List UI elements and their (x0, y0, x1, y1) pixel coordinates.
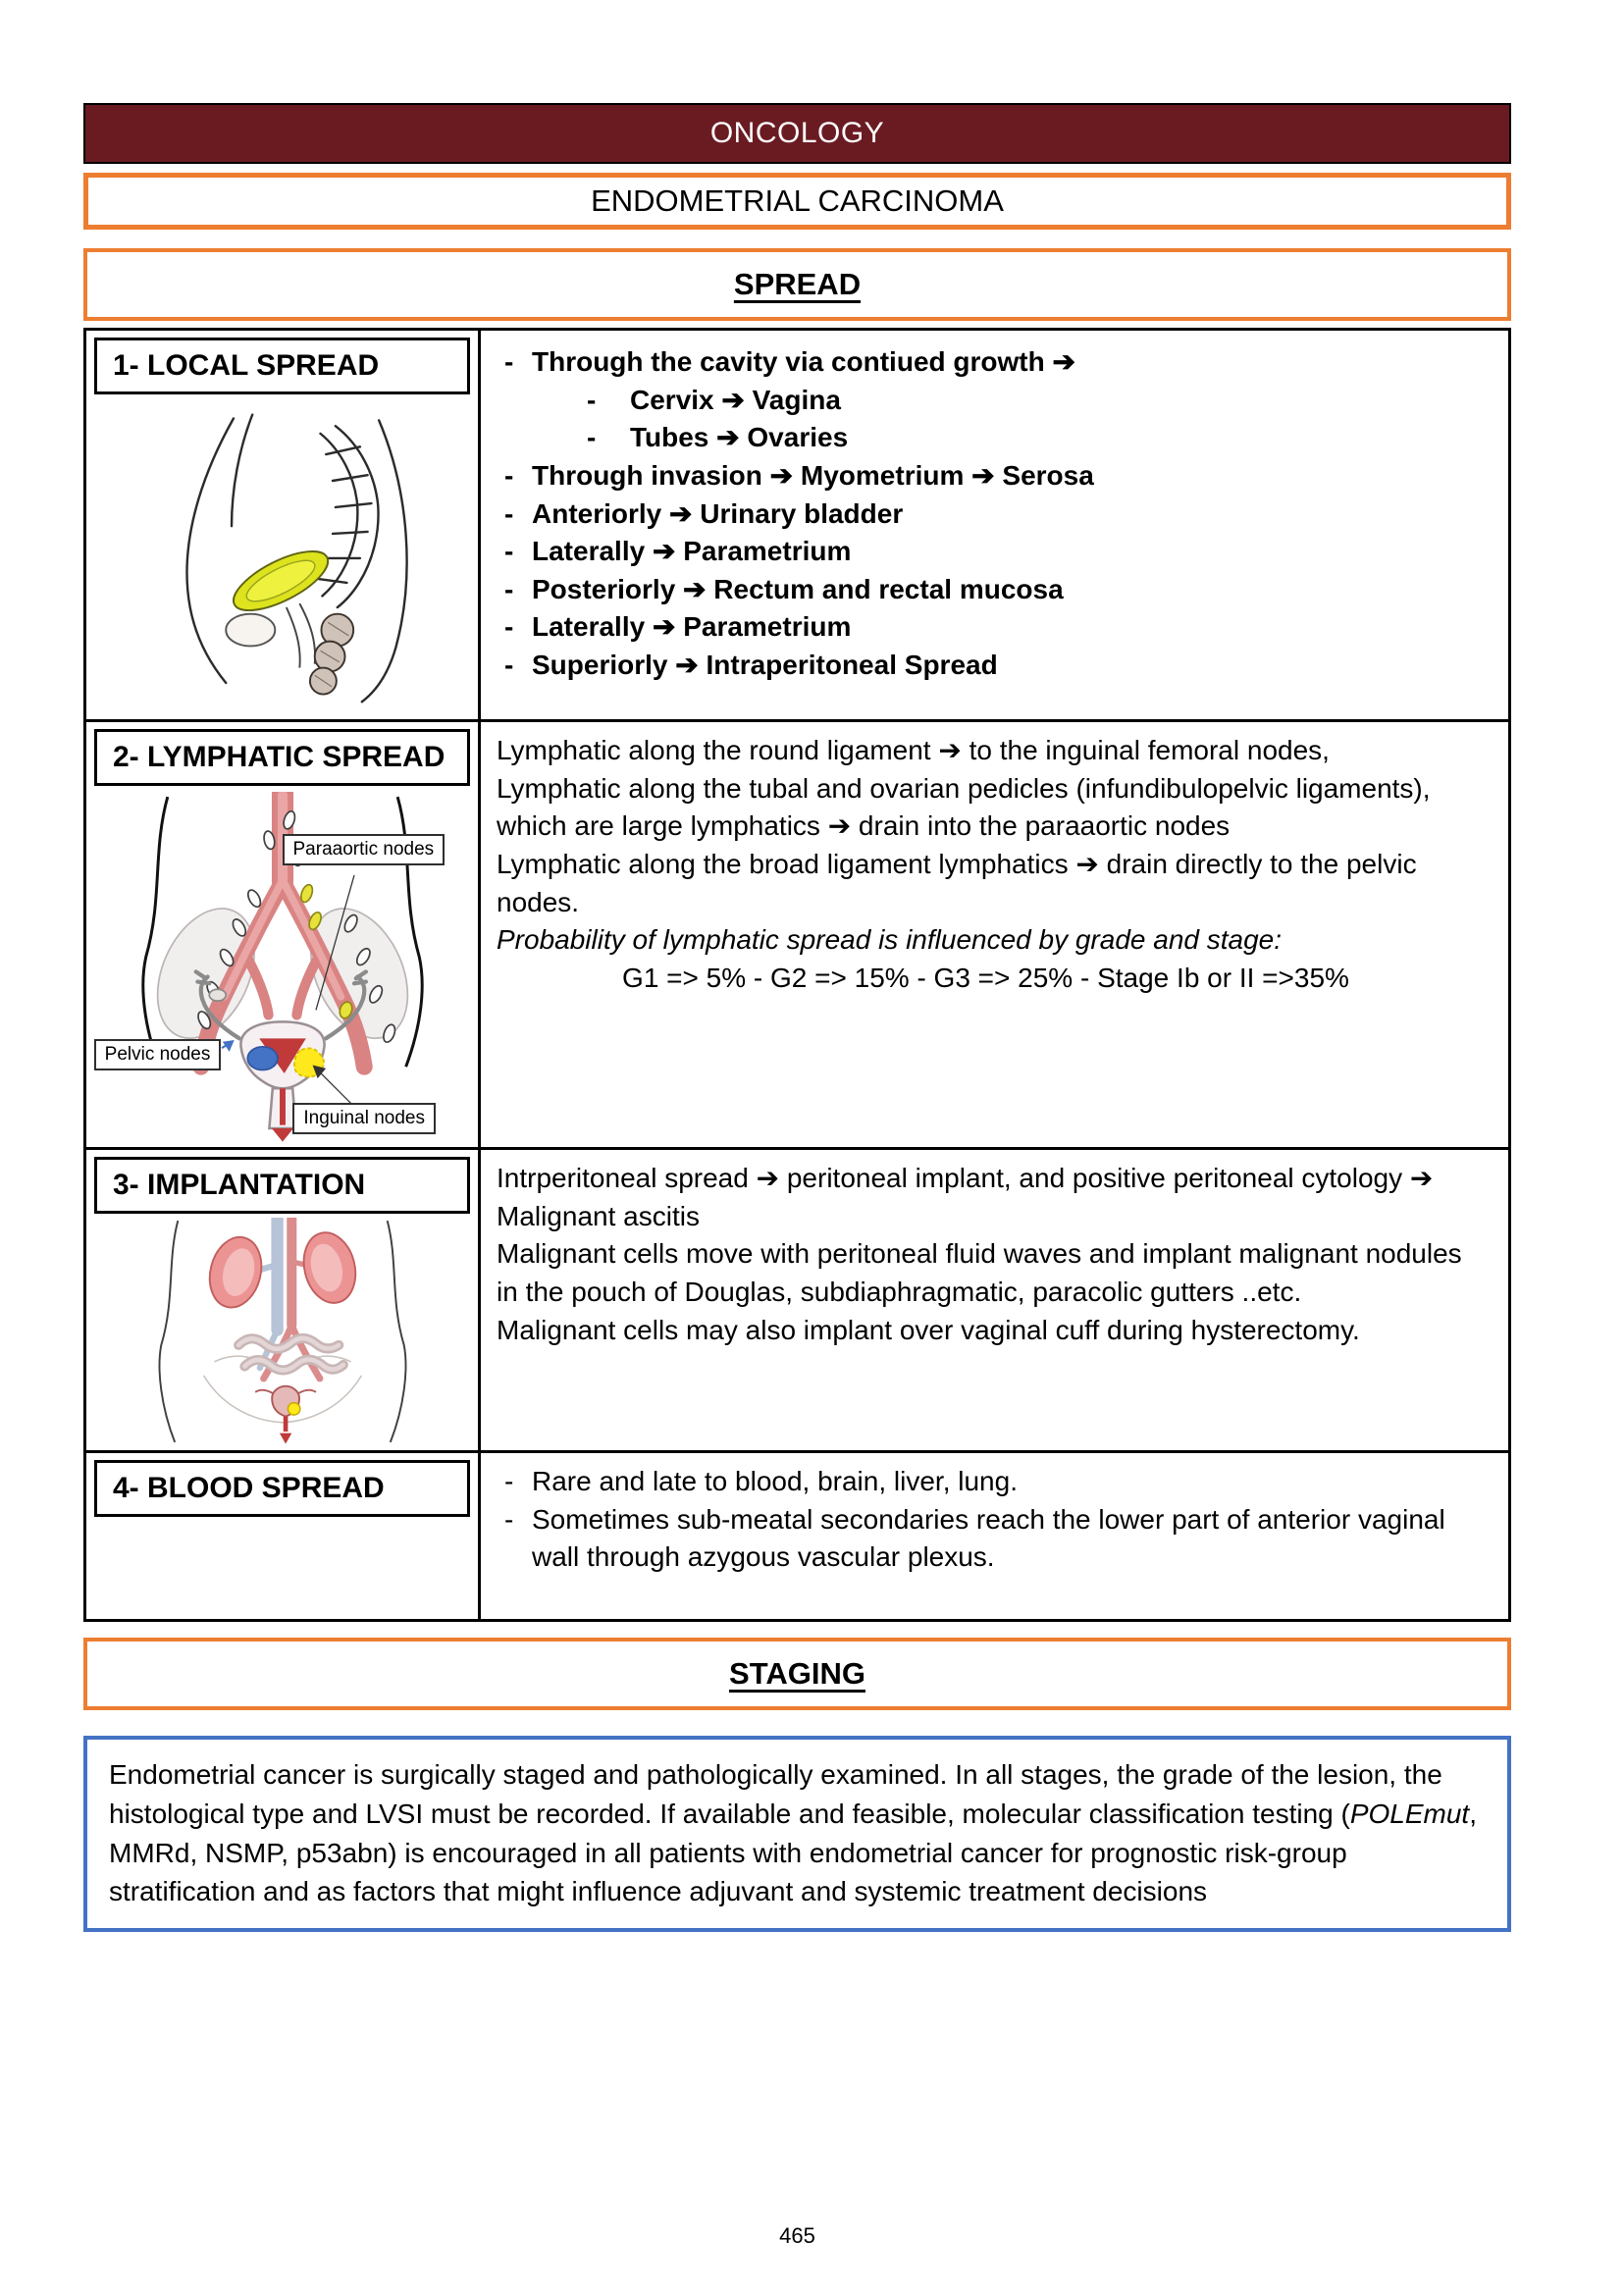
list-item: - Superiorly ➔ Intraperitoneal Spread (504, 650, 998, 680)
blood-spread-left-cell (86, 1453, 481, 1619)
list-item: - Tubes ➔ Ovaries (587, 422, 849, 453)
staging-section-banner (83, 1638, 1511, 1710)
lymphatic-illustration-area (86, 790, 478, 1147)
staging-section-title: STAGING (729, 1656, 865, 1691)
list-item: - Laterally ➔ Parametrium (504, 611, 852, 643)
table-row-lymphatic-spread (86, 719, 1508, 1147)
local-spread-illustration-area (86, 398, 478, 719)
implantation-content (481, 1150, 1508, 1450)
local-spread-content (481, 331, 1508, 719)
pelvic-nodes-label: Pelvic nodes (94, 1039, 222, 1070)
paraaortic-nodes-label: Paraaortic nodes (283, 834, 445, 865)
implantation-illustration-area (86, 1218, 478, 1450)
paragraph: Lymphatic along the tubal and ovarian pedicles (infundibulopelvic ligaments), which are large lymphatics ➔ drain into the paraaortic nodes (497, 772, 1431, 842)
page-number: 465 (779, 2223, 815, 2248)
page-content (83, 0, 1511, 1932)
implantation-heading: 3- IMPLANTATION (94, 1157, 470, 1214)
inguinal-nodes-label: Inguinal nodes (292, 1103, 436, 1134)
staging-text-italic: POLEmut (1349, 1798, 1470, 1829)
list-item: - Sometimes sub-meatal secondaries reach the lower part of anterior vaginal wall through azygous vascular plexus. (504, 1503, 1445, 1573)
pelvis-sagittal-illustration-wrap (139, 405, 426, 712)
list-item: - Laterally ➔ Parametrium (504, 536, 852, 567)
category-title: ONCOLOGY (709, 117, 885, 149)
local-spread-heading: 1- LOCAL SPREAD (94, 338, 470, 394)
page-title: ENDOMETRIAL CARCINOMA (591, 183, 1004, 218)
list-item: - Cervix ➔ Vagina (587, 384, 841, 415)
paragraph: Malignant cells move with peritoneal fluid waves and implant malignant nodules in the pouch of Douglas, subdiaphragmatic, paracolic gutters ..etc. (497, 1238, 1462, 1307)
pelvis-sagittal-illustration (139, 405, 426, 707)
lymphatic-spread-content (481, 722, 1508, 1147)
table-row-blood-spread (86, 1450, 1508, 1619)
blood-spread-content (481, 1453, 1508, 1619)
probability-note: Probability of lymphatic spread is influenced by grade and stage: (497, 924, 1283, 956)
staging-text: , MMRd, NSMP, p53abn) is encouraged in all patients with endometrial cancer for prognostic risk-group stratification and as factors that might influence adjuvant and systemic treatment decisions (109, 1798, 1477, 1907)
paragraph: Intrperitoneal spread ➔ peritoneal implant, and positive peritoneal cytology ➔ Malignant ascitis (497, 1163, 1434, 1231)
abdominal-peritoneal-illustration (131, 1218, 435, 1445)
table-row-local-spread (86, 331, 1508, 719)
title-banner (83, 173, 1511, 230)
staging-description-box (83, 1736, 1511, 1932)
category-banner (83, 103, 1511, 164)
staging-text: Endometrial cancer is surgically staged and pathologically examined. In all stages, the grade of the lesion, the histological type and LVSI must be recorded. If available and feasible, molecular classification testing ( (109, 1759, 1442, 1829)
pelvic-node-marker (247, 1047, 278, 1070)
lymphatic-illustration-wrap (105, 792, 460, 1145)
list-item: - Rare and late to blood, brain, liver, lung. (504, 1466, 1018, 1496)
grades-percentages: G1 => 5% - G2 => 15% - G3 => 25% - Stage Ib or II =>35% (622, 962, 1349, 993)
lymphatic-spread-heading: 2- LYMPHATIC SPREAD (94, 729, 470, 786)
list-item: - Through the cavity via contiued growth ➔ (504, 346, 1075, 377)
paragraph: Malignant cells may also implant over vaginal cuff during hysterectomy. (497, 1314, 1360, 1345)
list-item: - Through invasion ➔ Myometrium ➔ Serosa (504, 459, 1094, 491)
abdomen-illustration-wrap (131, 1218, 435, 1450)
spread-section-title: SPREAD (733, 267, 862, 301)
paragraph: Lymphatic along the broad ligament lymphatics ➔ drain directly to the pelvic nodes. (497, 848, 1417, 917)
list-item: - Posteriorly ➔ Rectum and rectal mucosa (504, 573, 1064, 604)
list-item: - Anteriorly ➔ Urinary bladder (504, 497, 904, 529)
blood-spread-heading: 4- BLOOD SPREAD (94, 1460, 470, 1517)
implant-marker (288, 1403, 299, 1415)
local-spread-left-cell (86, 331, 481, 719)
table-row-implantation (86, 1147, 1508, 1450)
implantation-left-cell (86, 1150, 481, 1450)
paragraph: Lymphatic along the round ligament ➔ to the inguinal femoral nodes, (497, 735, 1330, 765)
spread-section-banner (83, 248, 1511, 321)
uterus-highlight (225, 540, 336, 622)
spread-table (83, 328, 1511, 1622)
lymphatic-spread-left-cell (86, 722, 481, 1147)
